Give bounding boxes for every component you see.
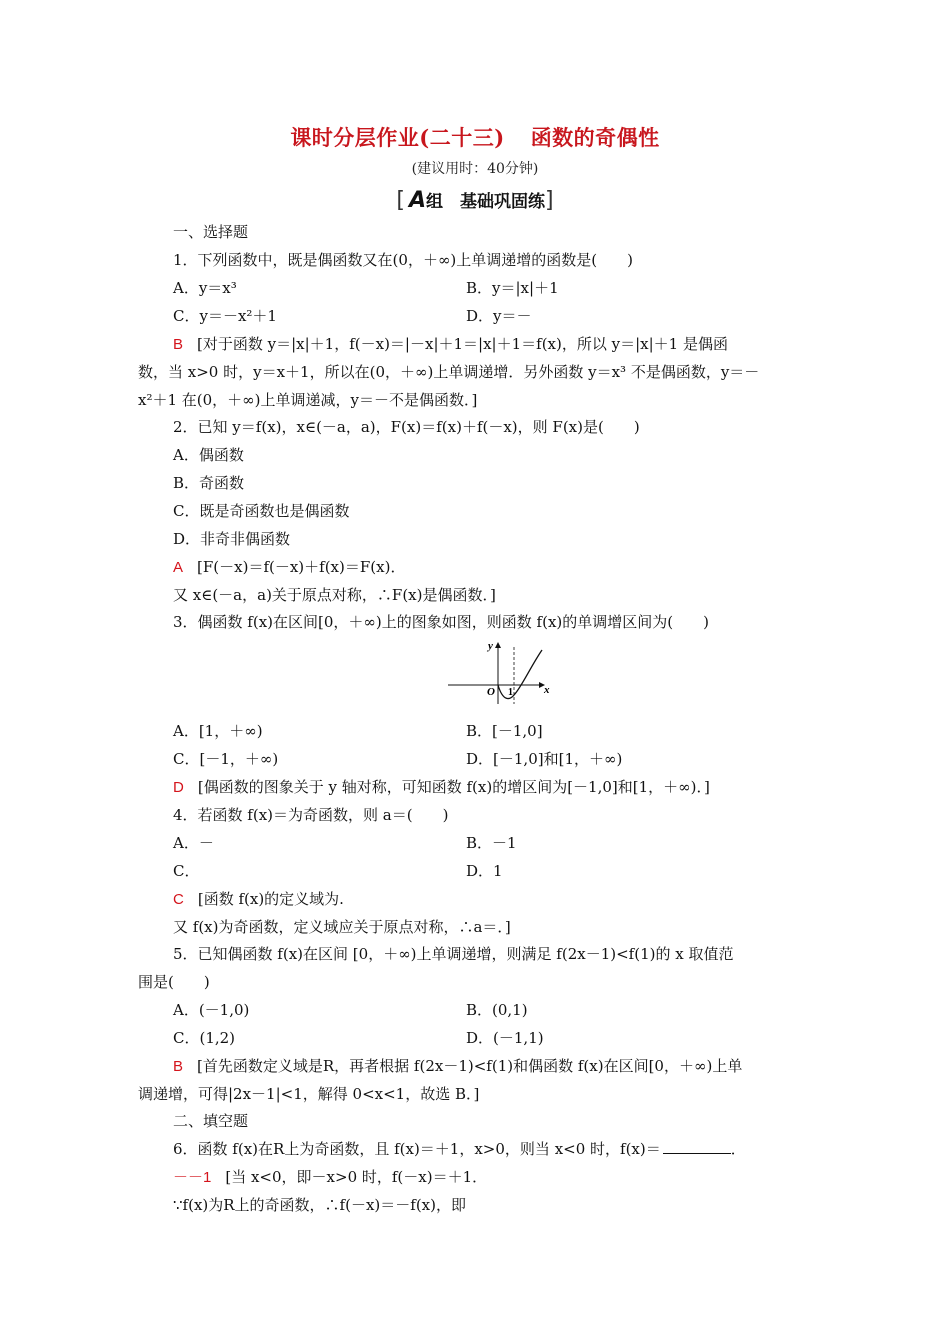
q2-option-c: C．既是奇函数也是偶函数 <box>173 502 350 520</box>
question-5-stem: 5．已知偶函数 f(x)在区间 [0，＋∞)上单调递增，则满足 f(2x－1)<f(1)的 x 取值范 <box>173 945 734 963</box>
q3-option-b: B．[－1,0] <box>466 722 543 740</box>
question-3-stem: 3．偶函数 f(x)在区间[0，＋∞)上的图象如图，则函数 f(x)的单调增区间为( ) <box>173 613 709 631</box>
q5-option-d: D．(－1,1) <box>466 1029 544 1047</box>
suggested-time: (建议用时：40分钟) <box>411 161 539 177</box>
q3-answer: D <box>173 779 184 796</box>
answer-blank <box>663 1139 731 1154</box>
question-4-stem: 4．若函数 f(x)＝为奇函数，则 a＝( ) <box>173 806 449 824</box>
q6-answer: －－1 <box>173 1169 212 1186</box>
q3-exp-line1: [偶函数的图象关于 y 轴对称，可知函数 f(x)的增区间为[－1,0]和[1，＋∞)．] <box>197 778 710 796</box>
q4-option-b: B．－1 <box>466 834 517 852</box>
tick-label-1: 1 <box>508 687 513 698</box>
y-axis-arrow <box>495 642 501 648</box>
group-banner <box>0 187 950 213</box>
q1-option-a: A．y＝x³ <box>173 279 237 297</box>
bracket-close: ] <box>545 188 554 213</box>
question-5-stem-cont: 围是( ) <box>138 973 210 991</box>
q4-exp-line1: [函数 f(x)的定义域为. <box>197 890 344 908</box>
group-letter: A <box>408 188 427 213</box>
q1-answer: B <box>173 336 184 353</box>
q6-stem-end: ． <box>730 1140 746 1158</box>
x-axis-label: x <box>544 684 550 696</box>
function-curve <box>498 650 542 699</box>
q3-option-c: C．[－1，＋∞) <box>173 750 279 768</box>
q1-exp-line3: x²＋1 在(0，＋∞)上单调递减，y＝－不是偶函数．] <box>138 391 478 409</box>
section-heading-2: 二、填空题 <box>173 1112 249 1130</box>
q1-exp-line2: 数，当 x>0 时，y＝x＋1，所以在(0，＋∞)上单调递增．另外函数 y＝x³ 不是偶函数，y＝－ <box>138 363 760 381</box>
q6-exp-line2: ∵f(x)为R上的奇函数，∴f(－x)＝－f(x)，即 <box>173 1196 466 1214</box>
question-2-stem: 2．已知 y＝f(x)，x∈(－a，a)，F(x)＝f(x)＋f(－x)，则 F(x)是( ) <box>173 418 640 436</box>
q4-option-c: C． <box>173 862 200 880</box>
q1-exp-line1: [对于函数 y＝|x|＋1，f(－x)＝|－x|＋1＝|x|＋1＝f(x)，所以 y＝|x|＋1 是偶函 <box>197 335 728 353</box>
q6-stem-text: 6．函数 f(x)在R上为奇函数，且 f(x)＝＋1，x>0，则当 x<0 时，f(x)＝ <box>173 1140 661 1158</box>
q4-answer: C <box>173 891 184 908</box>
q1-option-c: C．y＝－x²＋1 <box>173 307 277 325</box>
q5-option-b: B．(0,1) <box>466 1001 528 1019</box>
q1-option-b: B．y＝|x|＋1 <box>466 279 559 297</box>
origin-label: O <box>487 686 495 698</box>
q6-exp-line1: [当 x<0，即－x>0 时，f(－x)＝＋1． <box>225 1168 488 1186</box>
q2-exp-line2: 又 x∈(－a，a)关于原点对称，∴F(x)是偶函数．] <box>173 586 496 604</box>
q4-option-a: A．－ <box>173 834 214 852</box>
q2-option-a: A．偶函数 <box>173 446 244 464</box>
q2-option-b: B．奇函数 <box>173 474 245 492</box>
q4-explanation <box>173 888 344 911</box>
q6-explanation <box>173 1166 487 1189</box>
y-axis-label: y <box>488 640 493 652</box>
q2-option-d: D．非奇非偶函数 <box>173 530 291 548</box>
title-main: 课时分层作业(二十三) <box>290 125 505 150</box>
q2-exp-line1: [F(－x)＝f(－x)＋f(x)＝F(x)． <box>197 558 406 576</box>
q3-option-a: A．[1，＋∞) <box>173 722 263 740</box>
q5-exp-line2: 调递增，可得|2x－1|<1，解得 0<x<1，故选 B．] <box>138 1085 480 1103</box>
q4-exp-line2: 又 f(x)为奇函数，定义域应关于原点对称，∴a＝．] <box>173 918 511 936</box>
page-title <box>0 122 950 152</box>
question-1-stem: 1．下列函数中，既是偶函数又在(0，＋∞)上单调递增的函数是( ) <box>173 251 633 269</box>
q5-option-a: A．(－1,0) <box>173 1001 250 1019</box>
q1-option-d: D．y＝－ <box>466 307 532 325</box>
q5-option-c: C．(1,2) <box>173 1029 236 1047</box>
section-heading: 一、选择题 <box>173 223 249 241</box>
function-graph-figure <box>443 638 553 708</box>
group-name: 组 基础巩固练 <box>426 192 546 212</box>
q5-answer: B <box>173 1058 184 1075</box>
q5-explanation <box>173 1055 742 1078</box>
q2-answer: A <box>173 559 184 576</box>
question-6-stem <box>173 1138 746 1160</box>
q1-explanation <box>173 333 728 356</box>
q3-explanation <box>173 776 710 799</box>
q3-option-d: D．[－1,0]和[1，＋∞) <box>466 750 623 768</box>
q2-explanation <box>173 556 405 579</box>
q5-exp-line1: [首先函数定义域是R，再者根据 f(2x－1)<f(1)和偶函数 f(x)在区间[0，＋∞)上单 <box>197 1057 743 1075</box>
title-topic: 函数的奇偶性 <box>530 125 660 150</box>
bracket-open: [ <box>396 188 405 213</box>
q4-option-d: D．1 <box>466 862 503 880</box>
